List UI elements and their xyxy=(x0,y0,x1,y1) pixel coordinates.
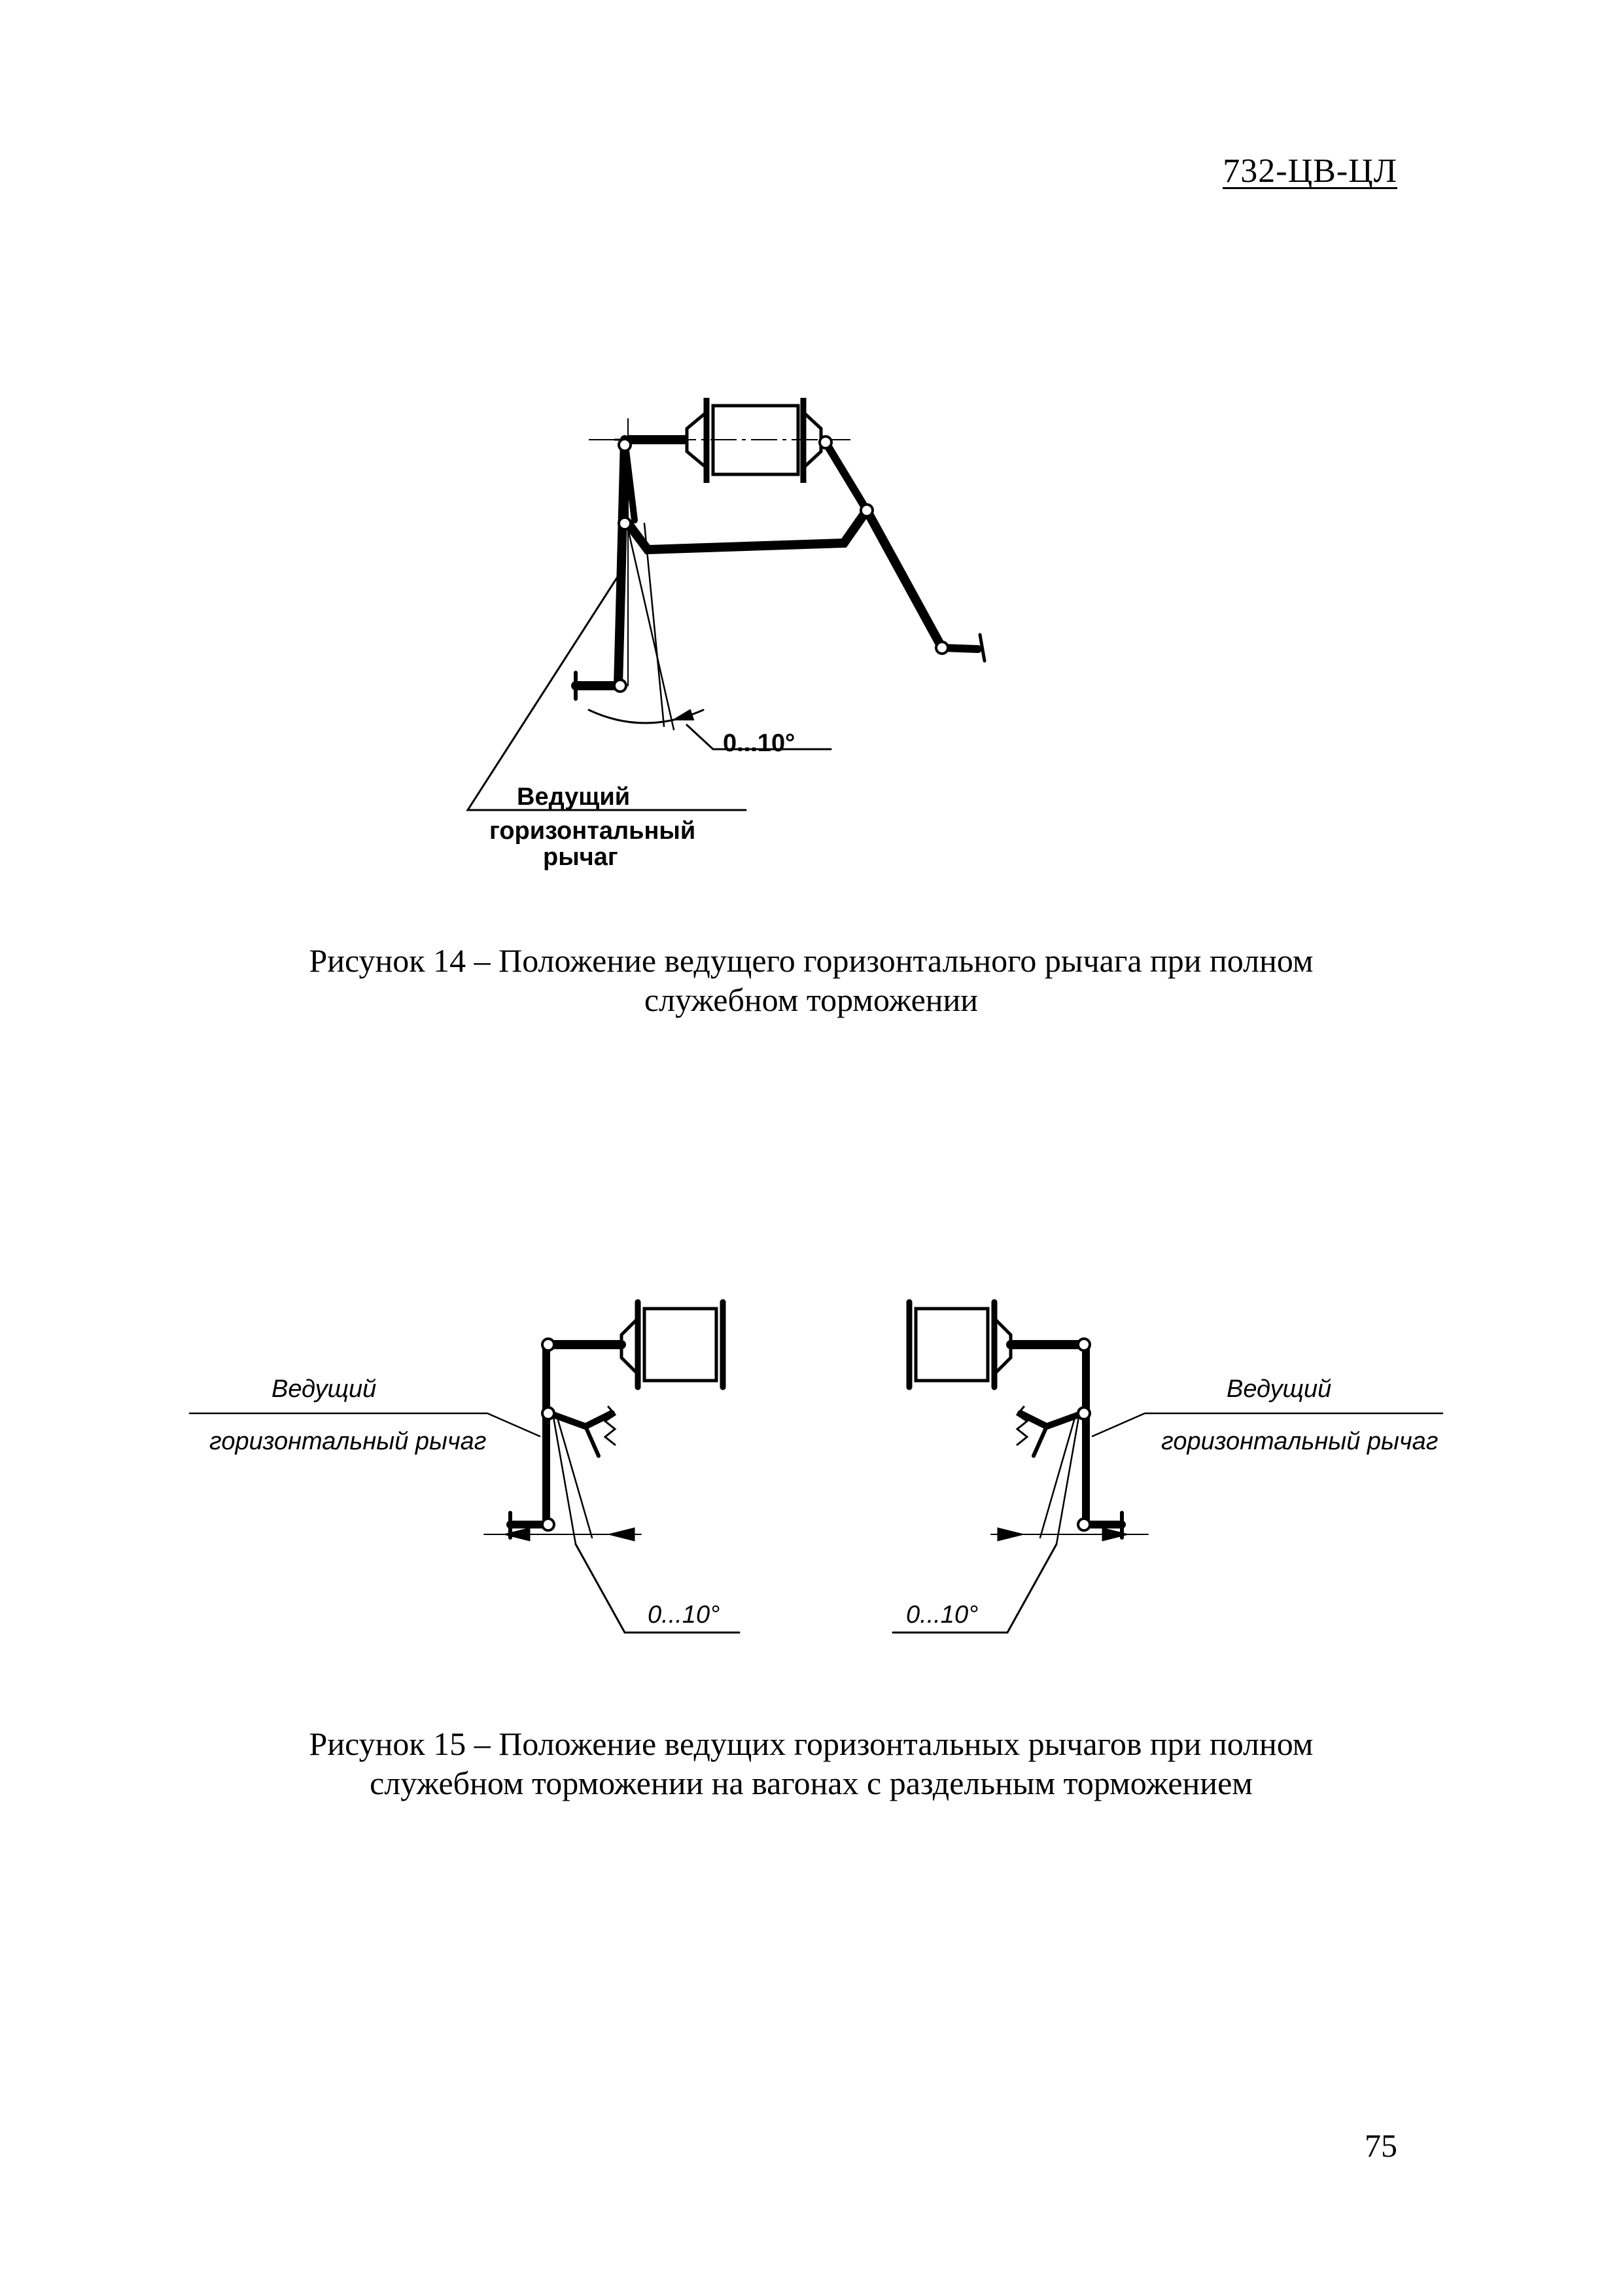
document-code: 732-ЦВ-ЦЛ xyxy=(1223,152,1397,190)
right-lever-label-line2: горизонтальный рычаг xyxy=(1161,1428,1439,1455)
right-lever-label-line1: Ведущий xyxy=(1227,1375,1332,1403)
figure-15-caption xyxy=(170,1724,1452,1803)
figure-15-drawing xyxy=(0,1276,1623,1669)
page-number: 75 xyxy=(1365,2127,1397,2164)
right-angle-label: 0...10° xyxy=(906,1601,979,1629)
angle-label: 0...10° xyxy=(723,730,795,757)
left-lever-label-line1: Ведущий xyxy=(271,1375,377,1403)
right-lever-assembly xyxy=(893,1302,1442,1633)
left-angle-label: 0...10° xyxy=(648,1601,720,1629)
lever-label-line2: горизонтальный xyxy=(489,817,696,845)
caption-line: служебном торможении на вагонах с раздельным торможением xyxy=(370,1765,1253,1801)
caption-line: Рисунок 14 – Положение ведущего горизонтального рычага при полном xyxy=(309,942,1314,979)
caption-line: служебном торможении xyxy=(644,981,979,1018)
figure-14-caption xyxy=(170,941,1452,1019)
left-lever-label-line2: горизонтальный рычаг xyxy=(209,1428,487,1455)
lever-label-line3: рычаг xyxy=(543,843,618,871)
caption-line: Рисунок 15 – Положение ведущих горизонтальных рычагов при полном xyxy=(309,1725,1314,1762)
figure-14-drawing xyxy=(0,0,1623,916)
lever-label-line1: Ведущий xyxy=(517,783,631,811)
left-lever-assembly xyxy=(190,1302,739,1633)
